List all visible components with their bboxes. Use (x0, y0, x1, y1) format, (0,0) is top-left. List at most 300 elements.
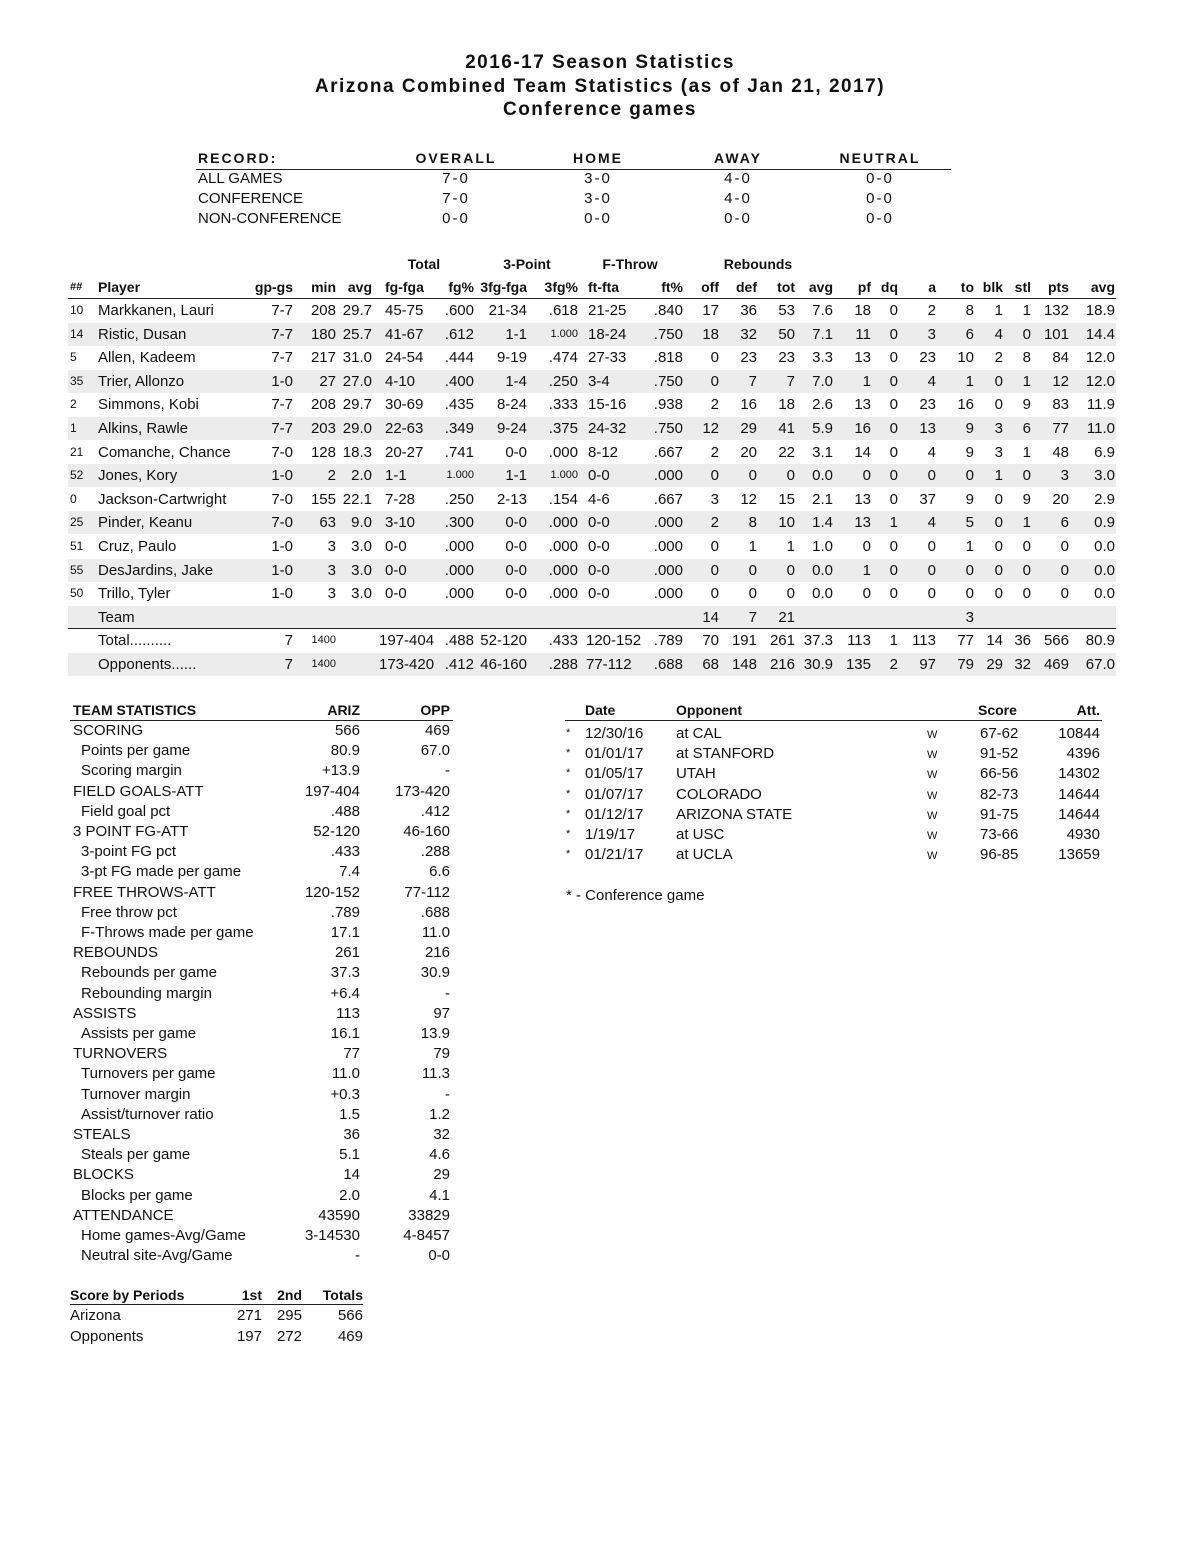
stat-cell: 14.4 (1085, 325, 1115, 343)
stat-cell: 1 (862, 561, 871, 579)
team-stat-ariz: .488 (330, 802, 360, 820)
game-attendance: 14644 (1058, 785, 1100, 803)
stat-cell: 0 (994, 372, 1003, 390)
stat-cell: 52-120 (480, 632, 527, 650)
team-stat-opp: .288 (420, 843, 450, 861)
stat-cell: 0-0 (505, 538, 527, 555)
player-name: Trillo, Tyler (98, 585, 171, 603)
stat-cell: 67.0 (1085, 656, 1115, 673)
team-stat-label: FREE THROWS-ATT (73, 883, 216, 901)
record-col-header: NEUTRAL (839, 150, 921, 166)
stat-cell: 30-69 (385, 396, 424, 414)
stat-cell: 12.0 (1085, 372, 1115, 390)
stat-cell: 0 (862, 538, 871, 555)
stat-cell: 1 (748, 538, 757, 555)
game-attendance: 14302 (1058, 765, 1100, 783)
stat-cell: 37 (919, 490, 936, 508)
stat-cell: 566 (1043, 632, 1069, 650)
conference-marker: * (566, 747, 571, 760)
stat-cell: 3 (965, 608, 974, 626)
team-stat-opp: 6.6 (429, 863, 450, 881)
team-stat-opp: 4.6 (429, 1146, 450, 1164)
stat-cell: 2 (994, 349, 1003, 367)
column-header: a (928, 279, 936, 295)
stat-cell: 120-152 (586, 632, 642, 650)
stat-cell: 20 (740, 443, 757, 461)
stat-cell: 1 (1022, 302, 1031, 319)
team-stat-label: REBOUNDS (73, 944, 159, 962)
stat-cell: 18.3 (342, 443, 372, 461)
stat-cell: .333 (548, 396, 578, 414)
stat-cell: 2.6 (812, 396, 833, 414)
stat-cell: 1 (1022, 372, 1031, 390)
team-stat-label: F-Throws made per game (81, 924, 254, 941)
team-stat-ariz: 36 (343, 1126, 360, 1143)
column-header: Player (98, 279, 141, 295)
period-score: 566 (337, 1307, 363, 1324)
team-stat-ariz: 120-152 (304, 883, 360, 901)
stat-cell: 0 (889, 420, 898, 437)
stat-cell: .375 (548, 420, 578, 437)
stat-cell: .474 (548, 349, 578, 367)
stat-cell: 0.0 (1094, 585, 1115, 603)
record-value: 0-0 (866, 210, 894, 227)
stat-cell: 23 (740, 349, 757, 367)
player-name: Simmons, Kobi (98, 396, 199, 414)
stat-cell: 80.9 (1085, 632, 1115, 650)
game-result: W (927, 749, 938, 762)
column-group-header: F-Throw (602, 256, 658, 272)
stat-cell: 18 (702, 325, 719, 343)
stat-cell: 0 (862, 585, 871, 603)
stat-cell: 3-4 (588, 372, 610, 390)
stat-cell: 2 (710, 396, 719, 414)
stat-cell: 11.0 (1086, 420, 1115, 437)
stat-cell: 18 (778, 396, 795, 414)
stat-cell: 0-0 (385, 538, 407, 555)
stat-cell: 1-0 (271, 467, 293, 485)
stat-cell: 1400 (311, 634, 336, 647)
stat-cell: 208 (310, 396, 336, 414)
stat-cell: 0 (889, 443, 898, 461)
stat-cell: 1 (965, 372, 974, 390)
stat-cell: 0 (889, 349, 898, 367)
stat-cell: 7-0 (271, 490, 293, 508)
page-title-3: Conference games (502, 99, 697, 120)
stat-cell: 0 (786, 467, 795, 485)
conference-marker: * (566, 807, 571, 820)
stat-cell: 29 (986, 656, 1003, 673)
stat-cell: 4 (927, 514, 936, 532)
team-stat-label: 3-pt FG made per game (81, 863, 242, 881)
record-header: RECORD: (198, 150, 278, 166)
stat-cell: 0 (862, 467, 871, 485)
team-stat-opp: 29 (433, 1166, 450, 1184)
stat-cell: 68 (702, 656, 719, 673)
player-name: Comanche, Chance (98, 443, 231, 461)
stat-cell: 208 (310, 302, 336, 319)
stat-cell: 0 (1060, 561, 1069, 579)
team-stat-label: Points per game (81, 742, 191, 760)
stat-cell: 36 (1014, 632, 1031, 650)
game-score: 67-62 (980, 725, 1019, 742)
stat-cell: 25.7 (342, 325, 372, 343)
stat-cell: 1 (70, 421, 77, 435)
record-col-header: OVERALL (415, 150, 497, 166)
stat-cell: 0-0 (588, 514, 610, 532)
stat-cell: 7-0 (271, 514, 293, 532)
stat-cell: 13 (919, 420, 936, 437)
stat-cell: 1 (994, 467, 1003, 485)
team-stat-label: Neutral site-Avg/Game (81, 1247, 233, 1265)
stat-cell: .667 (653, 490, 683, 508)
record-value: 3-0 (584, 190, 612, 207)
stat-cell: .349 (444, 420, 474, 437)
stat-cell: 7-7 (271, 396, 293, 414)
page-title-1: 2016-17 Season Statistics (465, 52, 735, 73)
team-stat-ariz: 14 (343, 1166, 360, 1184)
stat-cell: 18-24 (588, 325, 627, 343)
stat-cell: .000 (653, 514, 683, 532)
stat-cell: 4 (994, 325, 1003, 343)
stat-cell: 0 (889, 538, 898, 555)
conference-marker: * (566, 848, 571, 861)
team-stat-ariz: 16.1 (330, 1025, 360, 1042)
team-stat-label: FIELD GOALS-ATT (73, 782, 204, 800)
stat-cell: 1 (786, 538, 795, 555)
period-team: Arizona (70, 1307, 121, 1324)
column-header: avg (808, 279, 833, 295)
team-stats-col-opp: OPP (420, 702, 450, 718)
stat-cell: 50 (778, 325, 795, 343)
stat-cell: 10 (957, 349, 974, 367)
stat-cell: 0 (786, 561, 795, 579)
team-stat-label: Field goal pct (81, 802, 171, 820)
stat-cell: 36 (740, 302, 757, 319)
stat-cell: 15 (778, 490, 795, 508)
stat-cell: 469 (1043, 656, 1069, 673)
stat-cell: 1 (994, 302, 1003, 319)
stat-cell: 2-13 (496, 490, 527, 508)
stat-cell: 1.0 (812, 538, 833, 555)
stat-cell: .488 (444, 632, 474, 650)
stat-cell: 0 (786, 585, 795, 603)
stat-cell: 197-404 (379, 632, 435, 650)
stat-cell: 15-16 (588, 396, 627, 414)
stat-cell: 0 (1022, 561, 1031, 579)
stat-cell: 3.3 (812, 349, 833, 367)
games-col-att: Att. (1076, 702, 1100, 718)
team-stat-ariz: 11.0 (331, 1065, 360, 1083)
stat-cell: 0 (1022, 538, 1031, 555)
stat-cell: 21 (778, 608, 795, 626)
stat-cell: .789 (653, 632, 683, 650)
column-header: avg (347, 279, 372, 295)
stat-cell: 6 (965, 325, 974, 343)
record-row-label: CONFERENCE (198, 190, 304, 207)
game-score: 82-73 (980, 785, 1019, 803)
column-group-header: Rebounds (723, 256, 793, 272)
stat-cell: 16 (957, 396, 974, 414)
stat-cell: .000 (653, 561, 683, 579)
stat-cell: 7 (284, 656, 293, 673)
stat-cell: 14 (702, 608, 719, 626)
stat-cell: 25 (70, 515, 84, 530)
stat-cell: 8 (965, 302, 974, 319)
team-stat-ariz: +13.9 (322, 762, 360, 780)
conference-marker: * (566, 767, 571, 780)
stat-cell: 24-54 (385, 349, 424, 367)
games-col-score: Score (978, 702, 1017, 718)
stat-cell: 3 (327, 561, 336, 579)
team-stat-ariz: 197-404 (304, 782, 360, 800)
stat-cell: 7.6 (812, 302, 833, 319)
stat-cell: 1 (862, 372, 871, 390)
stat-cell: 29.7 (342, 302, 372, 319)
team-stat-label: STEALS (73, 1126, 131, 1143)
record-col-header: HOME (573, 150, 623, 166)
stat-cell: .435 (444, 396, 474, 414)
stat-cell: 16 (740, 396, 757, 414)
stat-cell: 1 (1022, 514, 1031, 532)
player-name: Markkanen, Lauri (98, 302, 214, 319)
stat-cell: 0 (889, 490, 898, 508)
game-result: W (927, 830, 938, 842)
stat-cell: 23 (919, 396, 936, 414)
record-value: 7-0 (442, 170, 470, 187)
stat-cell: 77 (957, 632, 974, 650)
stat-cell: .000 (653, 585, 683, 603)
stat-cell: 83 (1052, 396, 1069, 414)
team-stat-label: ASSISTS (73, 1004, 137, 1022)
stat-cell: 9 (1022, 396, 1031, 414)
stat-cell: 101 (1043, 325, 1069, 343)
column-header: fg% (448, 279, 474, 295)
stat-cell: 9 (965, 490, 974, 508)
team-stat-opp: - (445, 762, 450, 780)
record-value: 7-0 (442, 190, 470, 207)
team-stat-label: Turnovers per game (81, 1065, 216, 1083)
stat-cell: .433 (548, 632, 578, 650)
team-stat-label: Scoring margin (81, 762, 182, 780)
stat-cell: 18.9 (1085, 302, 1115, 319)
team-stat-ariz: 37.3 (330, 964, 360, 982)
team-stat-ariz: 17.1 (330, 924, 360, 941)
team-stat-ariz: 52-120 (313, 823, 360, 840)
player-name: Jones, Kory (98, 467, 178, 485)
stat-cell: 45-75 (385, 302, 424, 319)
team-stat-opp: .412 (420, 802, 450, 820)
stat-cell: 12 (702, 420, 719, 437)
stat-cell: 4 (927, 443, 936, 461)
stat-cell: 135 (845, 656, 871, 673)
team-stat-opp: 79 (433, 1045, 450, 1063)
game-result: W (927, 850, 938, 863)
stat-cell: .000 (444, 538, 474, 555)
game-score: 73-66 (980, 826, 1019, 843)
stat-cell: 27 (319, 372, 336, 390)
stat-cell: 4-10 (385, 372, 416, 390)
team-stats-header: TEAM STATISTICS (73, 702, 197, 718)
team-stat-label: TURNOVERS (73, 1045, 168, 1063)
stat-cell: 0 (927, 538, 936, 555)
stat-cell: 1-0 (271, 372, 293, 390)
player-name: Alkins, Rawle (98, 420, 189, 437)
period-score: 272 (276, 1327, 302, 1345)
team-stat-ariz: 113 (336, 1004, 360, 1022)
stat-cell: 0-0 (505, 443, 527, 461)
stat-cell: .750 (653, 325, 683, 343)
team-stat-ariz: 5.1 (339, 1146, 360, 1164)
games-col-date: Date (585, 702, 616, 718)
team-stat-ariz: 7.4 (339, 863, 360, 881)
stat-cell: 50 (70, 586, 84, 601)
stat-cell: 77 (1052, 420, 1069, 437)
team-stat-opp: 67.0 (420, 742, 450, 760)
stat-cell: 0 (710, 467, 719, 485)
stat-cell: 0 (965, 561, 974, 579)
stat-cell: .750 (653, 420, 683, 437)
stat-cell: 1-1 (385, 467, 407, 485)
game-result: W (927, 789, 938, 802)
stat-cell: 5 (70, 350, 77, 365)
stat-cell: 0-0 (505, 585, 527, 603)
stat-cell: 37.3 (803, 632, 833, 650)
game-opponent: ARIZONA STATE (676, 805, 793, 823)
team-stat-opp: 4.1 (429, 1186, 450, 1204)
stat-cell: 3 (1060, 467, 1069, 485)
stat-cell: 1-0 (271, 585, 293, 603)
stat-cell: 7 (284, 632, 293, 650)
stat-cell: 0 (1060, 538, 1069, 555)
team-stat-ariz: +6.4 (330, 984, 360, 1002)
period-team: Opponents (70, 1327, 144, 1345)
stat-cell: 0 (965, 585, 974, 603)
stat-cell: 22 (778, 443, 795, 461)
stat-cell: 29.0 (342, 420, 372, 437)
game-date: 1/19/17 (585, 826, 636, 843)
stat-cell: .000 (548, 561, 578, 579)
stat-cell: 18 (854, 302, 871, 319)
stat-cell: 0 (994, 514, 1003, 532)
stat-cell: .000 (444, 585, 474, 603)
stat-cell: 2.0 (351, 467, 372, 485)
stat-cell: 13 (854, 490, 871, 508)
game-opponent: at STANFORD (676, 745, 775, 763)
column-header: gp-gs (254, 279, 293, 295)
stat-cell: 5.9 (812, 420, 833, 437)
stat-cell: 0 (889, 372, 898, 390)
stat-cell: .600 (444, 302, 474, 319)
game-opponent: COLORADO (676, 785, 762, 803)
stat-cell: 1400 (311, 658, 336, 670)
team-stat-ariz: 2.0 (339, 1186, 360, 1204)
stat-cell: 3 (994, 443, 1003, 461)
player-name: Opponents...... (98, 656, 197, 673)
player-name: Pinder, Keanu (98, 514, 193, 532)
stat-cell: 2 (710, 443, 719, 461)
stat-cell: 3 (327, 538, 336, 555)
team-stat-ariz: 261 (334, 944, 360, 962)
stat-cell: 27-33 (588, 349, 627, 367)
record-value: 0-0 (866, 190, 894, 207)
stat-cell: .938 (653, 396, 683, 414)
team-stat-ariz: .789 (330, 903, 360, 921)
stat-cell: 203 (310, 420, 336, 437)
stat-cell: .612 (444, 325, 474, 343)
game-date: 01/01/17 (585, 745, 644, 763)
stat-cell: 0 (70, 491, 77, 506)
team-stats-col-ariz: ARIZ (327, 702, 360, 718)
player-name: Team (98, 608, 135, 626)
period-score: 197 (236, 1327, 262, 1345)
stat-cell: 3.0 (1094, 467, 1115, 485)
record-value: 4-0 (724, 170, 752, 187)
game-score: 96-85 (980, 846, 1019, 864)
team-stat-opp: 97 (433, 1004, 450, 1022)
stat-cell: 48 (1052, 443, 1069, 461)
stat-cell: 0 (1022, 585, 1031, 603)
stat-cell: 7.0 (812, 372, 833, 390)
stat-cell: 0 (994, 490, 1003, 508)
stat-cell: 0.9 (1094, 514, 1115, 532)
stat-cell: 9 (965, 420, 974, 437)
stat-cell: 3 (927, 325, 936, 343)
game-opponent: at CAL (676, 725, 722, 742)
stat-cell: 41-67 (385, 325, 424, 343)
stat-cell: 0-0 (588, 538, 610, 555)
stat-cell: .288 (548, 656, 578, 673)
team-stat-opp: 216 (424, 944, 450, 962)
team-stat-ariz: - (355, 1247, 360, 1265)
stat-cell: 97 (919, 656, 936, 673)
stat-cell: 180 (310, 325, 336, 343)
stat-cell: .741 (444, 443, 474, 461)
team-stat-label: 3 POINT FG-ATT (73, 823, 189, 840)
stat-cell: .840 (653, 302, 683, 319)
stat-cell: 155 (310, 490, 336, 508)
player-name: Trier, Allonzo (98, 372, 185, 390)
stat-cell: 7-7 (271, 325, 293, 343)
game-attendance: 4930 (1066, 826, 1100, 843)
team-stat-ariz: .433 (330, 843, 360, 861)
stat-cell: 31.0 (342, 349, 372, 367)
stat-cell: 7-7 (271, 349, 293, 367)
column-header: to (960, 279, 974, 295)
stat-cell: 0-0 (588, 561, 610, 579)
stat-cell: 1.000 (550, 469, 578, 482)
stat-cell: 3.0 (351, 538, 372, 555)
stat-cell: 261 (769, 632, 795, 650)
stat-cell: 1-0 (271, 538, 293, 555)
stat-cell: 6.9 (1094, 443, 1115, 461)
stat-cell: 173-420 (379, 656, 435, 673)
stat-cell: 0-0 (505, 561, 527, 579)
stat-cell: 7 (748, 608, 757, 626)
stat-cell: 1-1 (505, 325, 527, 343)
stat-cell: 17 (702, 302, 719, 319)
column-header: def (736, 279, 757, 295)
stat-cell: .412 (444, 656, 474, 673)
team-stat-opp: 77-112 (404, 883, 450, 901)
stat-cell: 0-0 (588, 467, 610, 485)
stat-cell: .750 (653, 372, 683, 390)
column-header: tot (777, 279, 795, 295)
stat-cell: 2.9 (1094, 490, 1115, 508)
player-name: Total.......... (98, 632, 172, 650)
stat-cell: 16 (854, 420, 871, 437)
stat-cell: 0 (889, 561, 898, 579)
